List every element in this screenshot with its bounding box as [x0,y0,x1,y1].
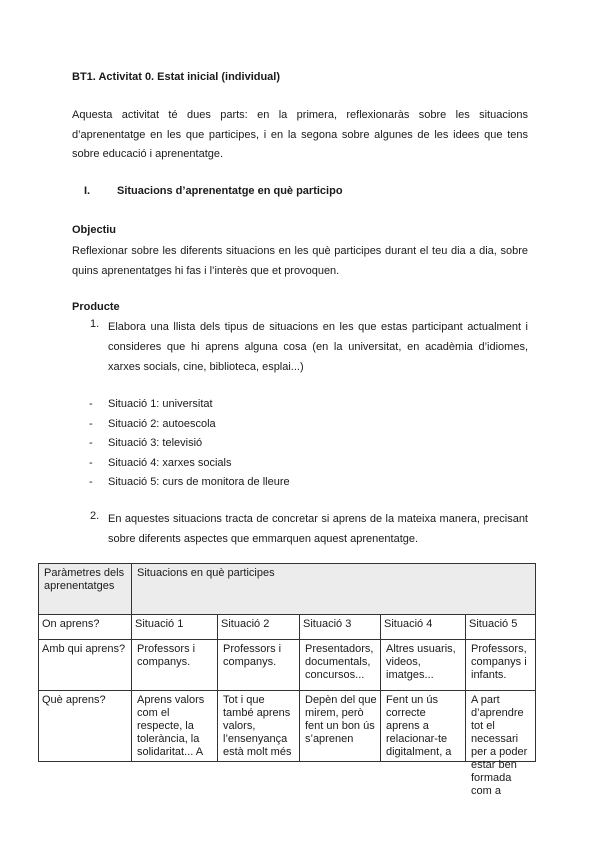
table-cell: Situació 4 [381,615,466,640]
table-cell [466,640,536,691]
list-item [72,510,528,550]
cell-text: Tot i que també aprens valors, l’ensenyança està molt més [223,694,292,758]
table-cell [132,691,218,762]
dash-marker: - [89,476,93,488]
situation-item [72,454,290,474]
list-item-number: 2. [90,510,100,522]
table-header-row [39,564,536,615]
cell-text: Depèn del que mirem, però fent un bon ús s’aprenen [305,694,377,745]
table-corner-cell [39,564,132,615]
table-cell [132,640,218,691]
situations-list [72,395,290,493]
dash-marker: - [89,437,93,449]
table-row [39,640,536,691]
table-cell [381,640,466,691]
cell-text: Altres usuaris, videos, imatges... [386,643,456,681]
table-cell [381,691,466,762]
cell-text: Professors i companys. [223,643,282,668]
table-cell: Situació 1 [132,615,218,640]
table-cell: Situació 2 [218,615,300,640]
table-cell [218,691,300,762]
situation-item [72,473,290,493]
table-cell [300,640,381,691]
table-cell [218,640,300,691]
intro-paragraph: Aquesta activitat té dues parts: en la primera, reflexionaràs sobre les situacions d’aprenentatge en les que participes, i en la segona sobre algunes de les idees que tens sobre educació i aprenentatge. [72,109,528,160]
table-group-header [132,564,536,615]
list-item-text: En aquestes situacions tracta de concretar si aprens de la mateixa manera, precisant sobre diferents aspectes que emmarquen aquest aprenentatge. [108,513,528,545]
table-cell: Situació 3 [300,615,381,640]
situation-text: Situació 3: televisió [108,437,203,449]
cell-text: Professors, companys i infants. [471,643,527,681]
dash-marker: - [89,456,93,469]
document-title: BT1. Activitat 0. Estat inicial (individual) [72,71,281,83]
situation-text: Situació 4: xarxes socials [108,456,232,469]
cell-text: Presentadors, documentals, concursos... [305,643,374,681]
objective-heading: Objectiu [72,224,117,236]
table-row [39,615,536,640]
dash-marker: - [89,417,93,430]
section-number: I. [84,185,91,197]
cell-text: Aprens valors com el respecte, la tolerància, la solidaritat... A [137,694,205,758]
situation-text: Situació 1: universitat [108,398,213,410]
learning-parameters-table [38,563,536,797]
situation-item [72,434,290,454]
list-item-number: 1. [90,318,100,330]
cell-text: A part d’aprendre tot el necessari per a poder estar ben formada com a [471,694,528,797]
objective-text: Reflexionar sobre les diferents situacions en les què participes durant el teu dia a dia, sobre quins aprenentatges hi fas i l’interès que et provoquen. [72,245,528,277]
list-item-text: Elabora una llista dels tipus de situacions en les que estas participant actualment i consideres que hi aprens alguna cosa (en la universitat, en acadèmia d’idiomes, xarxes socials, cine, biblioteca, esplai...) [108,321,528,373]
row-label: Què aprens? [39,691,132,762]
product-heading: Producte [72,301,120,313]
situation-text: Situació 2: autoescola [108,417,216,430]
cell-text: Fent un ús correcte aprens a relacionar-te digitalment, a [386,694,452,758]
dash-marker: - [89,398,93,410]
section-title: Situacions d’aprenentatge en què participo [117,185,343,197]
table-row [39,691,536,762]
list-item [72,318,528,377]
row-label: On aprens? [39,615,132,640]
table-cell: Situació 5 [466,615,536,640]
situation-item [72,395,290,415]
cell-text: Professors i companys. [137,643,196,668]
row-label: Amb qui aprens? [39,640,132,691]
corner-text: Paràmetres dels aprenentatges [44,567,125,592]
situation-text: Situació 5: curs de monitora de lleure [108,476,290,488]
group-header-text: Situacions en què participes [137,567,275,579]
table-cell [300,691,381,762]
table-cell [466,691,536,797]
section-heading [72,185,343,197]
situation-item [72,415,290,435]
